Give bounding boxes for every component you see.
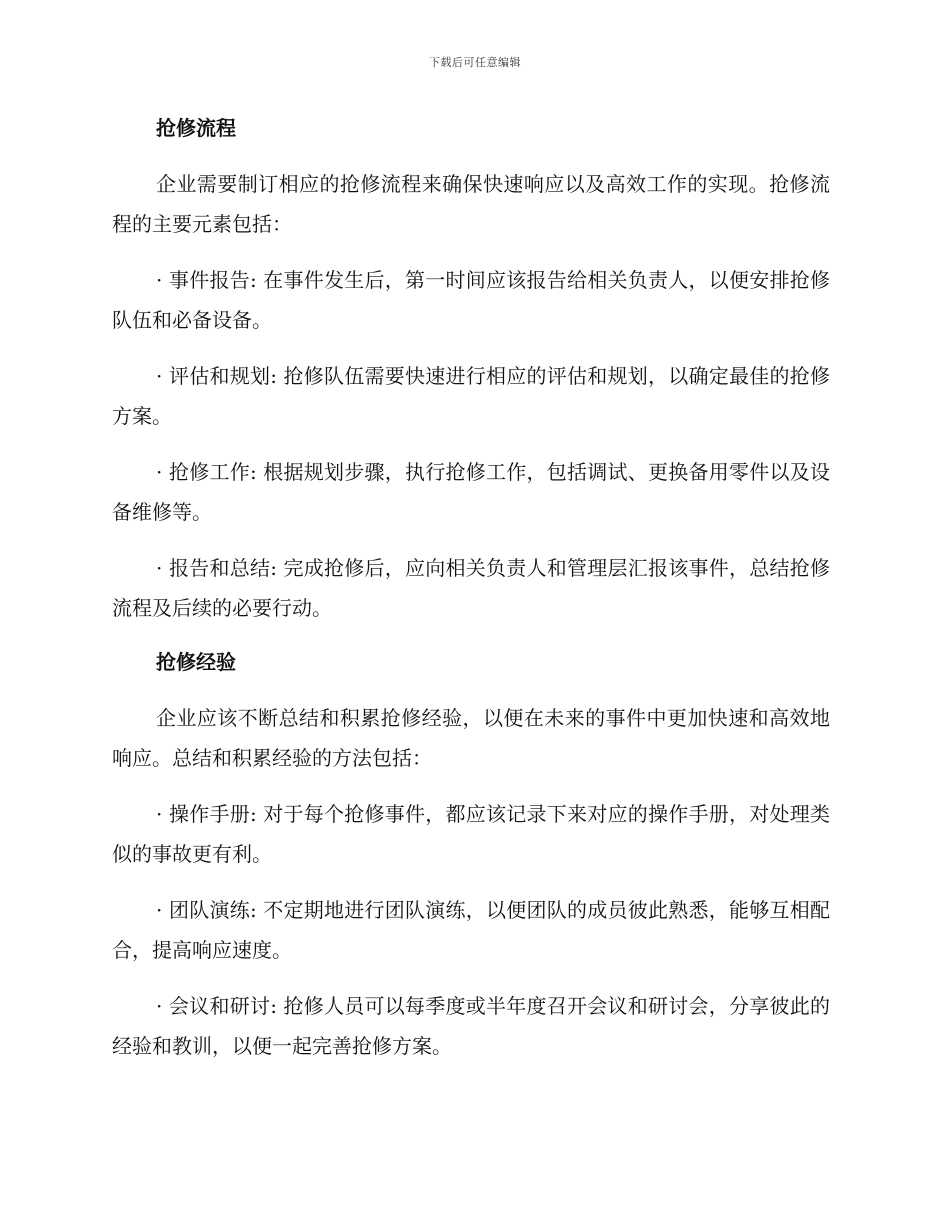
document-body <box>112 110 830 1082</box>
list-item-team-drill: · 团队演练: 不定期地进行团队演练，以便团队的成员彼此熟悉，能够互相配合，提高响应速度。 <box>112 898 830 962</box>
list-item-assessment-planning: · 评估和规划: 抢修队伍需要快速进行相应的评估和规划，以确定最佳的抢修方案。 <box>112 364 830 428</box>
section-intro-repair-experience: 企业应该不断总结和积累抢修经验，以便在未来的事件中更加快速和高效地响应。总结和积累经验的方法包括： <box>112 706 830 770</box>
list-item-repair-work: · 抢修工作: 根据规划步骤，执行抢修工作，包括调试、更换备用零件以及设备维修等。 <box>112 460 830 524</box>
list-item-meetings-seminars: · 会议和研讨: 抢修人员可以每季度或半年度召开会议和研讨会，分享彼此的经验和教训，以便一起完善抢修方案。 <box>112 994 830 1058</box>
list-item-event-report: · 事件报告: 在事件发生后，第一时间应该报告给相关负责人，以便安排抢修队伍和必备设备。 <box>112 268 830 332</box>
list-item-operation-manual: · 操作手册: 对于每个抢修事件，都应该记录下来对应的操作手册，对处理类似的事故更有利。 <box>112 802 830 866</box>
section-title-repair-experience: 抢修经验 <box>156 650 236 674</box>
section-title-repair-process: 抢修流程 <box>156 116 236 140</box>
section-intro-repair-process: 企业需要制订相应的抢修流程来确保快速响应以及高效工作的实现。抢修流程的主要元素包括： <box>112 172 830 236</box>
list-item-report-summary: · 报告和总结: 完成抢修后，应向相关负责人和管理层汇报该事件，总结抢修流程及后续的必要行动。 <box>112 556 830 620</box>
page-header: 下载后可任意编辑 <box>429 56 521 69</box>
